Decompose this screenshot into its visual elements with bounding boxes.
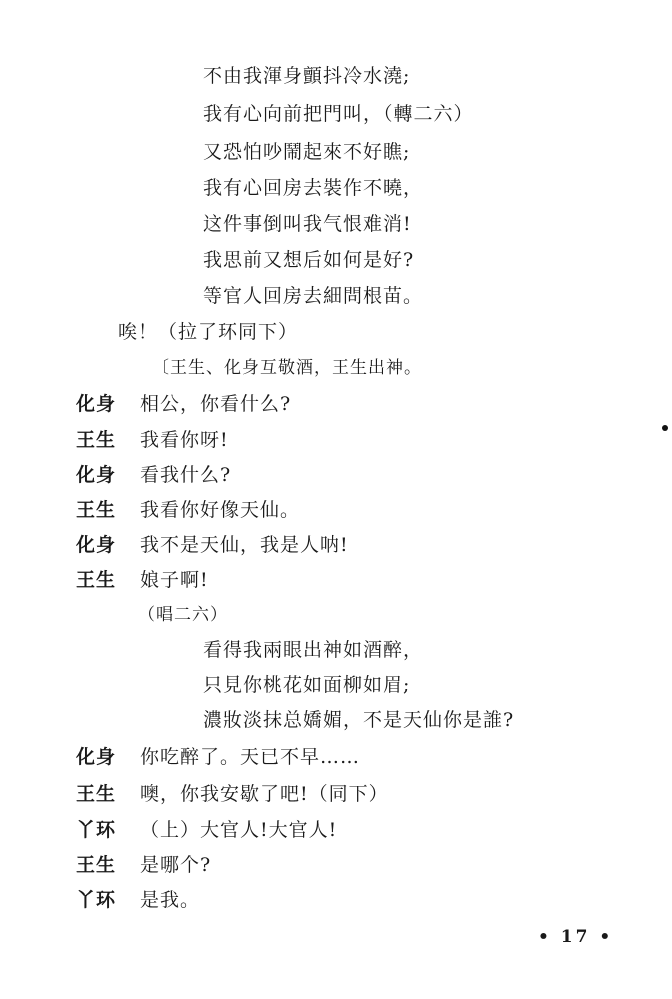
speaker-label: 丫环 bbox=[76, 819, 117, 841]
speaker-label: 王生 bbox=[76, 499, 117, 521]
dialogue-line: 是我。 bbox=[140, 889, 201, 911]
verse-line: 我有心向前把門叫，（轉二六） bbox=[203, 103, 474, 125]
verse-line: 又恐怕吵鬧起來不好瞧; bbox=[203, 141, 411, 163]
speaker-label: 化身 bbox=[76, 746, 117, 768]
verse-line: 看得我兩眼出神如酒醉， bbox=[203, 639, 424, 661]
ink-speck bbox=[662, 425, 668, 431]
dialogue-line: （上）大官人!大官人! bbox=[140, 819, 338, 841]
dialogue-line: 我不是天仙，我是人呐! bbox=[140, 534, 349, 556]
speaker-label: 化身 bbox=[76, 464, 117, 486]
verse-line: 我思前又想后如何是好? bbox=[203, 249, 415, 271]
dialogue-line: 是哪个? bbox=[140, 854, 212, 876]
verse-line: 不由我渾身顫抖冷水澆; bbox=[203, 65, 411, 87]
speaker-label: 王生 bbox=[76, 429, 117, 451]
verse-line: 这件事倒叫我气恨难消! bbox=[203, 213, 412, 235]
speaker-label: 王生 bbox=[76, 569, 117, 591]
dialogue-line: 你吃醉了。天已不早…… bbox=[140, 746, 361, 768]
sing-cue: （唱二六） bbox=[138, 605, 228, 625]
verse-line: 我有心回房去裝作不曉， bbox=[203, 177, 424, 199]
dialogue-line: 噢，你我安歇了吧!（同下） bbox=[140, 783, 389, 805]
speaker-label: 化身 bbox=[76, 393, 117, 415]
stage-direction: 〔王生、化身互敬酒，王生出神。 bbox=[152, 358, 422, 378]
verse-line: 濃妝淡抹总嬌媚，不是天仙你是誰? bbox=[203, 709, 515, 731]
dialogue-line: 相公，你看什么? bbox=[140, 393, 292, 415]
dialogue-line: 我看你呀! bbox=[140, 429, 229, 451]
speaker-label: 丫环 bbox=[76, 889, 117, 911]
speaker-label: 化身 bbox=[76, 534, 117, 556]
verse-line: 只見你桃花如面柳如眉; bbox=[203, 674, 411, 696]
dialogue-line: 娘子啊! bbox=[140, 569, 209, 591]
speaker-label: 王生 bbox=[76, 854, 117, 876]
speaker-label: 王生 bbox=[76, 783, 117, 805]
dialogue-line: 我看你好像天仙。 bbox=[140, 499, 301, 521]
sigh-line: 唉！（拉了环同下） bbox=[118, 321, 299, 343]
verse-line: 等官人回房去細問根苗。 bbox=[203, 285, 424, 307]
dialogue-line: 看我什么? bbox=[140, 464, 232, 486]
page-number: • 17 • bbox=[538, 927, 614, 947]
